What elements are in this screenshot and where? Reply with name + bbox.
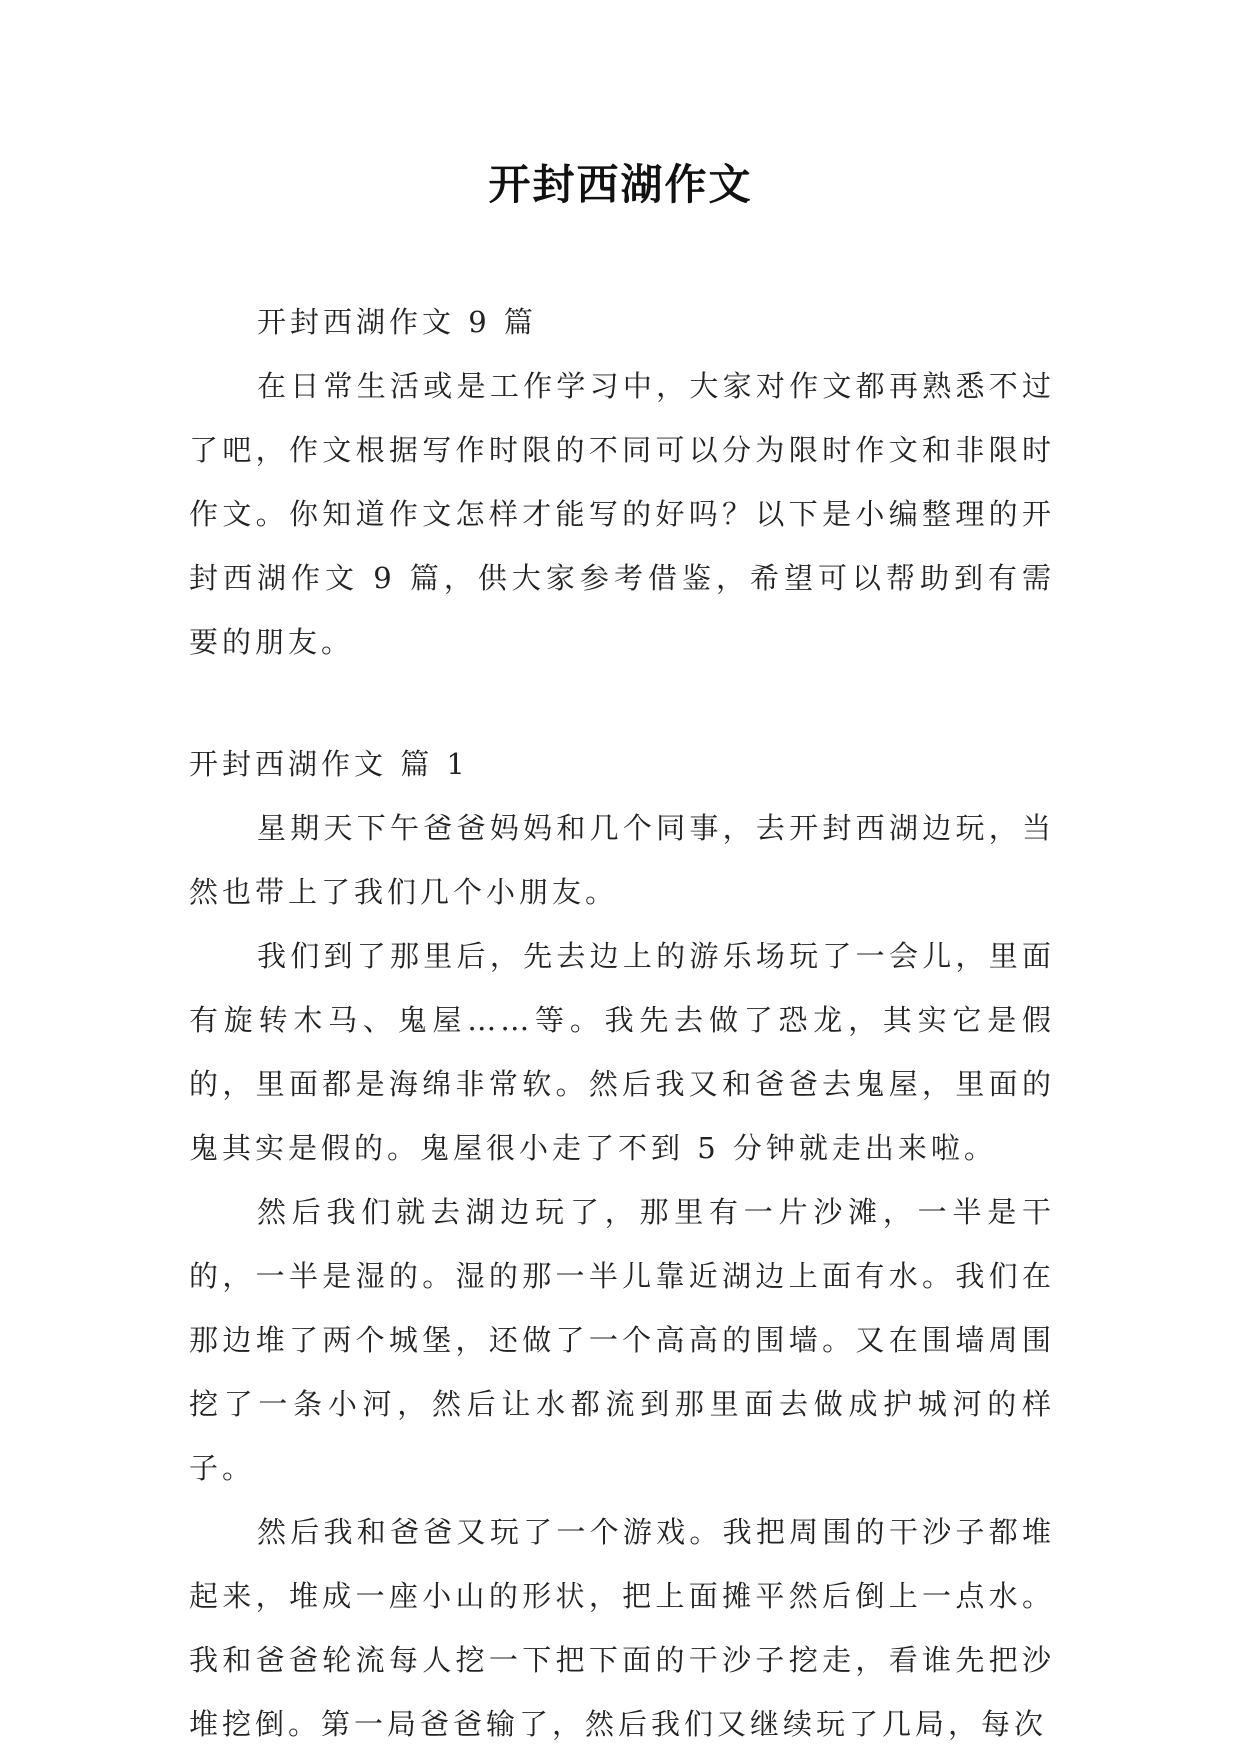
body-paragraph: 我们到了那里后，先去边上的游乐场玩了一会儿，里面有旋转木马、鬼屋……等。我先去做了恐龙，其实它是假的，里面都是海绵非常软。然后我又和爸爸去鬼屋，里面的鬼其实是假的。鬼屋很小走了不到 5 分钟就走出来啦。 <box>189 939 1055 1165</box>
page-title: 开封西湖作文 <box>488 160 753 209</box>
body-paragraph: 然后我和爸爸又玩了一个游戏。我把周围的干沙子都堆起来，堆成一座小山的形状，把上面摊平然后倒上一点水。我和爸爸轮流每人挖一下把下面的干沙子挖走，看谁先把沙堆挖倒。第一局爸爸输了，然后我们又继续玩了几局，每次 <box>189 1515 1055 1741</box>
document-body <box>189 290 1055 1756</box>
section-heading: 开封西湖作文 篇 1 <box>189 747 469 781</box>
document-subtitle: 开封西湖作文 9 篇 <box>257 305 537 339</box>
body-paragraph: 星期天下午爸爸妈妈和几个同事，去开封西湖边玩，当然也带上了我们几个小朋友。 <box>189 811 1055 909</box>
intro-paragraph: 在日常生活或是工作学习中，大家对作文都再熟悉不过了吧，作文根据写作时限的不同可以分为限时作文和非限时作文。你知道作文怎样才能写的好吗？以下是小编整理的开封西湖作文 9 篇，供大家参考借鉴，希望可以帮助到有需要的朋友。 <box>189 369 1055 659</box>
body-paragraph: 然后我们就去湖边玩了，那里有一片沙滩，一半是干的，一半是湿的。湿的那一半儿靠近湖边上面有水。我们在那边堆了两个城堡，还做了一个高高的围墙。又在围墙周围挖了一条小河，然后让水都流到那里面去做成护城河的样子。 <box>189 1195 1055 1485</box>
